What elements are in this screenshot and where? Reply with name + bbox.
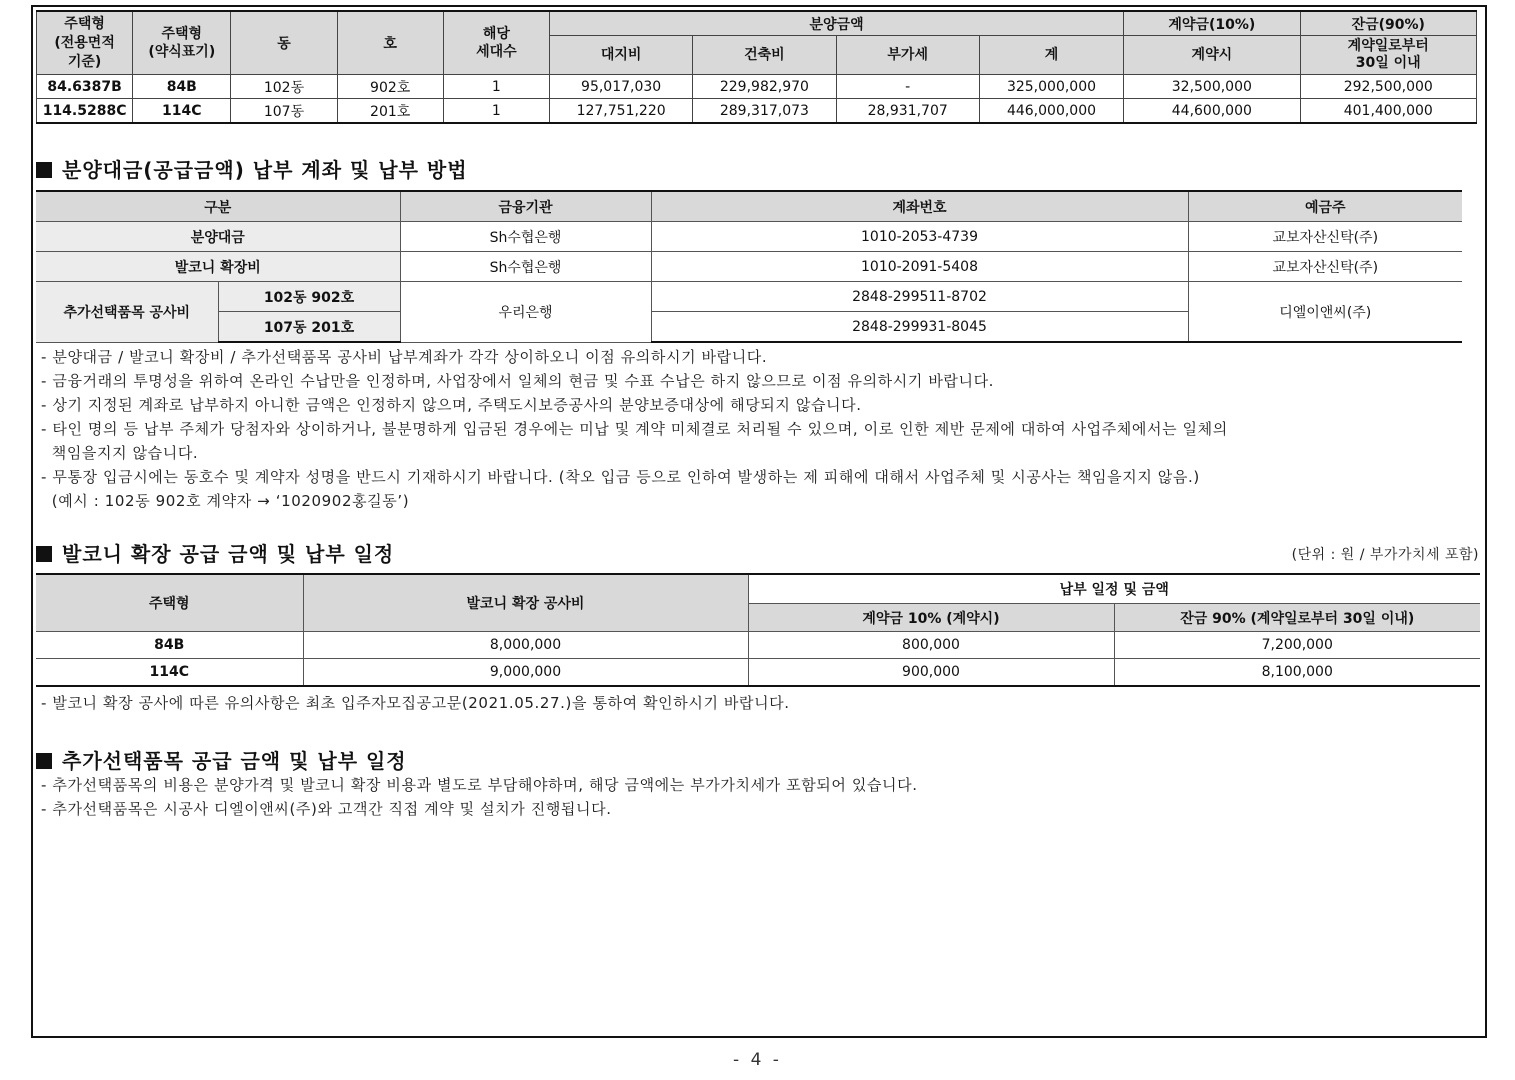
cell-vat: 28,931,707	[836, 99, 979, 124]
cell-deposit: 32,500,000	[1124, 75, 1300, 99]
cell-balance: 292,500,000	[1300, 75, 1476, 99]
header-deposit: 계약금 10% (계약시)	[748, 604, 1114, 632]
cell-building: 289,317,073	[693, 99, 836, 124]
cell-vat: -	[836, 75, 979, 99]
note-line: - 분양대금 / 발코니 확장비 / 추가선택품목 공사비 납부계좌가 각각 상이하오니 이점 유의하시기 바랍니다.	[41, 348, 768, 366]
section-title-options	[36, 745, 407, 774]
cell-balance: 401,400,000	[1300, 99, 1476, 124]
cell-holder: 디엘이앤씨(주)	[1188, 282, 1462, 343]
cell-balance: 7,200,000	[1114, 632, 1480, 659]
note-line: - 금융거래의 투명성을 위하여 온라인 수납만을 인정하며, 사업장에서 일체의 현금 및 수표 수납은 하지 않으므로 이점 유의하시기 바랍니다.	[41, 372, 995, 390]
price-table	[36, 10, 1477, 124]
table-row	[36, 632, 1480, 659]
cell-deposit: 44,600,000	[1124, 99, 1300, 124]
header-holder: 예금주	[1188, 191, 1462, 222]
cell-holder: 교보자산신탁(주)	[1188, 252, 1462, 282]
cell-dong: 107동	[231, 99, 337, 124]
section-title-text: 분양대금(공급금액) 납부 계좌 및 납부 방법	[62, 158, 468, 182]
notes-payment	[41, 345, 1228, 513]
cell-type: 84B	[36, 632, 303, 659]
cell-total: 446,000,000	[979, 99, 1123, 124]
note-line: - 무통장 입금시에는 동호수 및 계약자 성명을 반드시 기재하시기 바랍니다. (착오 입금 등으로 인하여 발생하는 제 피해에 대해서 사업주체 및 시공사는 책임을지지 않음.)	[41, 468, 1200, 486]
cell-area: 114.5288C	[37, 99, 133, 124]
header-bank: 금융기관	[400, 191, 651, 222]
cell-account: 2848-299931-8045	[651, 312, 1188, 343]
header-ho: 호	[337, 11, 443, 75]
notes-balcony	[41, 691, 790, 715]
cell-category: 분양대금	[36, 222, 400, 252]
header-account: 계좌번호	[651, 191, 1188, 222]
note-line: - 추가선택품목의 비용은 분양가격 및 발코니 확장 비용과 별도로 부담해야하며, 해당 금액에는 부가가치세가 포함되어 있습니다.	[41, 776, 918, 794]
unit-note: (단위 : 원 / 부가가치세 포함)	[1291, 547, 1479, 563]
cell-deposit: 900,000	[748, 659, 1114, 687]
cell-type: 84B	[133, 75, 231, 99]
cell-account: 2848-299511-8702	[651, 282, 1188, 312]
section-title-text: 발코니 확장 공급 금액 및 납부 일정	[62, 542, 395, 566]
cell-deposit: 800,000	[748, 632, 1114, 659]
cell-land: 127,751,220	[549, 99, 692, 124]
header-balance: 잔금(90%)	[1300, 11, 1476, 36]
section-title-balcony	[36, 538, 394, 567]
note-line: (예시 : 102동 902호 계약자 → ‘1020902홍길동’)	[41, 492, 410, 510]
cell-type: 114C	[36, 659, 303, 687]
header-vat: 부가세	[836, 36, 979, 75]
balcony-table	[36, 573, 1480, 687]
cell-category: 발코니 확장비	[36, 252, 400, 282]
cell-type: 114C	[133, 99, 231, 124]
header-balance-sub: 계약일로부터 30일 이내	[1300, 36, 1476, 75]
section-title-payment-account	[36, 154, 468, 183]
cell-holder: 교보자산신탁(주)	[1188, 222, 1462, 252]
table-row	[36, 282, 1462, 312]
table-row	[37, 99, 1477, 124]
header-deposit: 계약금(10%)	[1124, 11, 1300, 36]
note-line: - 추가선택품목은 시공사 디엘이앤씨(주)와 고객간 직접 계약 및 설치가 진행됩니다.	[41, 800, 612, 818]
cell-building: 229,982,970	[693, 75, 836, 99]
square-bullet-icon	[36, 753, 52, 769]
cell-account: 1010-2053-4739	[651, 222, 1188, 252]
cell-cost: 8,000,000	[303, 632, 748, 659]
cell-total: 325,000,000	[979, 75, 1123, 99]
header-type-area: 주택형 (전용면적 기준)	[37, 11, 133, 75]
notes-options	[41, 773, 918, 821]
note-line: 책임을지지 않습니다.	[41, 444, 199, 462]
cell-ho: 902호	[337, 75, 443, 99]
cell-units: 1	[443, 99, 549, 124]
header-balance: 잔금 90% (계약일로부터 30일 이내)	[1114, 604, 1480, 632]
table-row	[36, 659, 1480, 687]
header-units: 해당 세대수	[443, 11, 549, 75]
note-line: - 타인 명의 등 납부 주체가 당첨자와 상이하거나, 불분명하게 입금된 경우에는 미납 및 계약 미체결로 처리될 수 있으며, 이로 인한 제반 문제에 대하여 사업주체에서는 일체의	[41, 420, 1228, 438]
table-row	[36, 252, 1462, 282]
cell-area: 84.6387B	[37, 75, 133, 99]
note-line: - 상기 지정된 계좌로 납부하지 아니한 금액은 인정하지 않으며, 주택도시보증공사의 분양보증대상에 해당되지 않습니다.	[41, 396, 862, 414]
header-dong: 동	[231, 11, 337, 75]
cell-subcategory: 107동 201호	[218, 312, 400, 343]
cell-bank: Sh수협은행	[400, 252, 651, 282]
header-building: 건축비	[693, 36, 836, 75]
cell-dong: 102동	[231, 75, 337, 99]
cell-account: 1010-2091-5408	[651, 252, 1188, 282]
cell-balance: 8,100,000	[1114, 659, 1480, 687]
table-row	[36, 222, 1462, 252]
header-schedule: 납부 일정 및 금액	[748, 574, 1480, 604]
header-category: 구분	[36, 191, 400, 222]
header-deposit-sub: 계약시	[1124, 36, 1300, 75]
square-bullet-icon	[36, 546, 52, 562]
cell-cost: 9,000,000	[303, 659, 748, 687]
section-title-text: 추가선택품목 공급 금액 및 납부 일정	[62, 749, 407, 773]
note-line: - 발코니 확장 공사에 따른 유의사항은 최초 입주자모집공고문(2021.05.27.)을 통하여 확인하시기 바랍니다.	[41, 694, 790, 712]
cell-units: 1	[443, 75, 549, 99]
header-total: 계	[979, 36, 1123, 75]
header-type: 주택형	[36, 574, 303, 632]
header-type-short: 주택형 (약식표기)	[133, 11, 231, 75]
page-number: - 4 -	[733, 1050, 782, 1070]
cell-bank: 우리은행	[400, 282, 651, 343]
header-land: 대지비	[549, 36, 692, 75]
cell-subcategory: 102동 902호	[218, 282, 400, 312]
header-cost: 발코니 확장 공사비	[303, 574, 748, 632]
square-bullet-icon	[36, 162, 52, 178]
account-table	[36, 190, 1462, 343]
cell-bank: Sh수협은행	[400, 222, 651, 252]
header-sale-price: 분양금액	[549, 11, 1123, 36]
table-row	[37, 75, 1477, 99]
cell-category: 추가선택품목 공사비	[36, 282, 218, 343]
cell-ho: 201호	[337, 99, 443, 124]
cell-land: 95,017,030	[549, 75, 692, 99]
